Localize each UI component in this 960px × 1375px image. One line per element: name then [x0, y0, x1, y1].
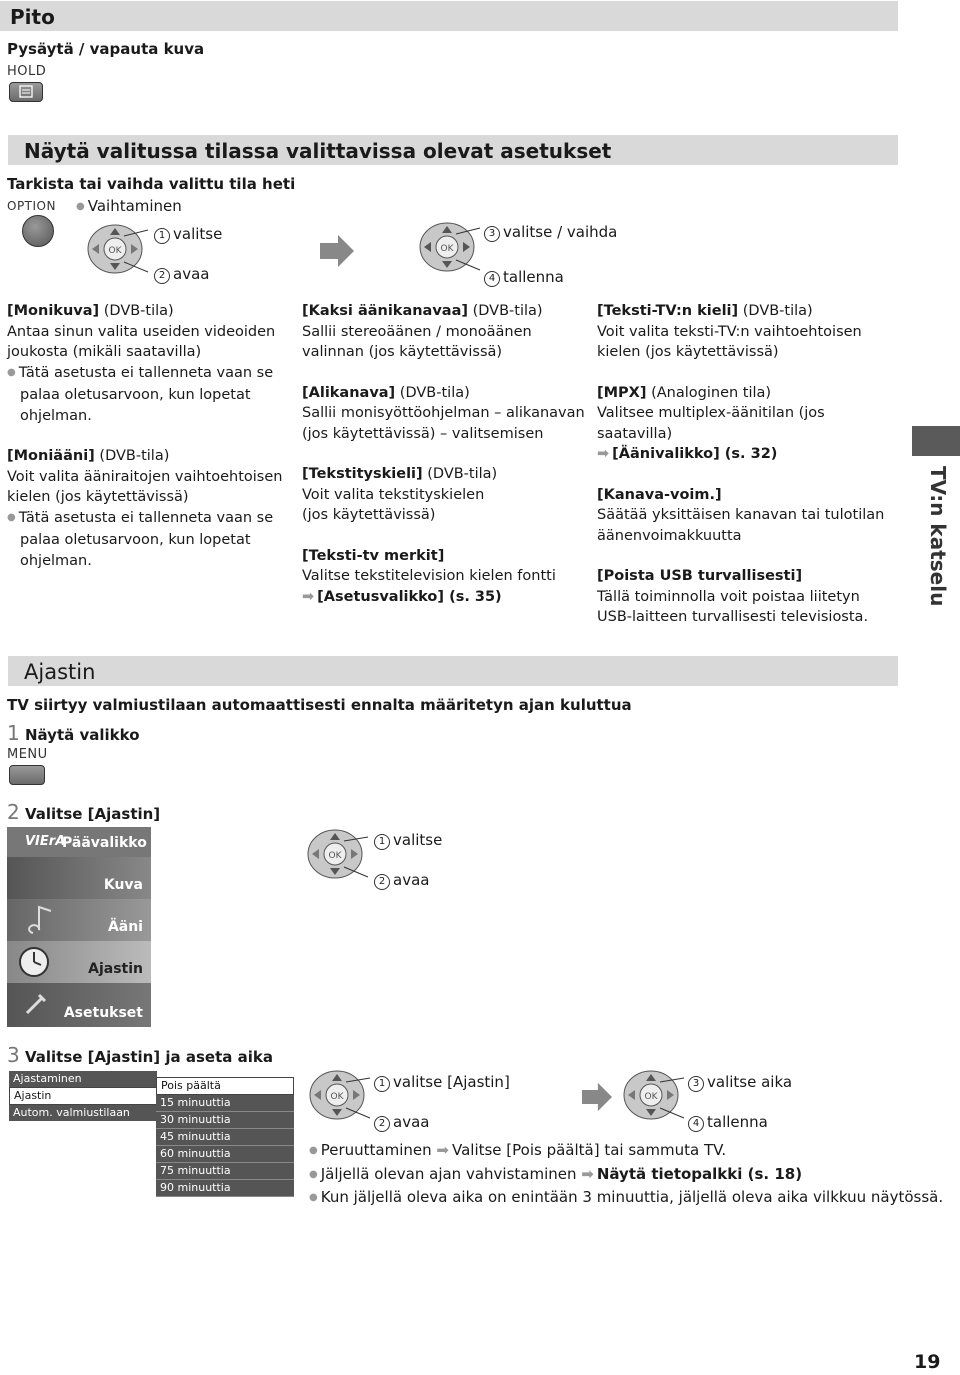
setting-name: [Teksti-tv merkit] [302, 547, 445, 564]
setting-desc: Valitse tekstitelevision kielen fontti [302, 568, 556, 584]
timer-option[interactable]: 75 minuuttia [156, 1163, 294, 1180]
setting-ref: ➡ [Äänivalikko] (s. 32) [597, 446, 777, 462]
settings-subtitle: Tarkista tai vaihda valittu tila heti [7, 175, 296, 193]
nav-pad-icon-4[interactable] [308, 1068, 374, 1126]
setting-desc: Valitsee multiplex-äänitilan (jos [597, 405, 825, 421]
setting-mode: (DVB-tila) [738, 303, 813, 319]
menu-label: MENU [7, 747, 48, 762]
svg-text:OK: OK [328, 851, 342, 861]
setting-mode: (Analoginen tila) [646, 384, 772, 401]
nav-step1: 1 valitse [154, 225, 222, 245]
ajastin-note: ● Peruuttaminen ➡ Valitse [Pois päältä] tai sammuta TV. [309, 1140, 943, 1164]
setting-mode: (DVB-tila) [94, 448, 170, 464]
timer-option[interactable]: 15 minuuttia [156, 1095, 294, 1112]
nav-step2: 2 avaa [154, 265, 209, 285]
timer-row-valmiustila[interactable]: Autom. valmiustilaan [9, 1105, 157, 1121]
col3-setting-3 [597, 566, 887, 628]
nav-b1: 1 valitse [Ajastin] [374, 1073, 510, 1093]
ajastin-step1: 1 Näytä valikko [7, 721, 140, 745]
setting-desc: Sallii stereoäänen / monoäänen [302, 323, 532, 340]
setting-name: [Tekstityskieli] [302, 466, 423, 482]
setting-desc: Voit valita tekstityskielen [302, 486, 485, 503]
svg-text:OK: OK [440, 244, 454, 254]
brand-logo: VIErA [25, 834, 66, 849]
col3-setting-0 [597, 301, 887, 363]
svg-text:OK: OK [330, 1092, 344, 1102]
timer-option[interactable]: 60 minuuttia [156, 1146, 294, 1163]
setting-desc: kielen (jos käytettävissä) [7, 489, 189, 505]
setting-desc: (jos käytettävissä) [302, 507, 436, 523]
setting-note: palaa oletusarvoon, kun lopetat [20, 532, 251, 548]
timer-option[interactable]: 90 minuuttia [156, 1180, 294, 1197]
nav-step4: 4 tallenna [484, 268, 564, 288]
side-tab-label: TV:n katselu [926, 466, 950, 607]
settings-title: Näytä valitussa tilassa valittavissa olevat asetukset [24, 139, 612, 163]
right-arrow-icon [320, 235, 354, 267]
ajastin-header-band [8, 656, 898, 686]
setting-note: ● Tätä asetusta ei tallenneta vaan se [7, 508, 273, 531]
freeze-icon [10, 83, 42, 101]
setting-mode: (DVB-tila) [99, 303, 174, 319]
pito-title: Pito [10, 5, 55, 29]
setting-desc: Antaa sinun valita useiden videoiden [7, 323, 276, 340]
setting-note: ohjelman. [20, 407, 92, 424]
nav-pad-icon-2[interactable] [418, 220, 484, 278]
setting-desc: saatavilla) [597, 425, 673, 442]
ajastin-step3: 3 Valitse [Ajastin] ja aseta aika [7, 1043, 273, 1067]
settings-column-3 [597, 301, 887, 648]
col2-setting-2 [302, 464, 587, 526]
setting-desc: Voit valita teksti-TV:n vaihtoehtoisen [597, 323, 862, 340]
option-button[interactable] [22, 215, 54, 247]
setting-desc: kielen (jos käytettävissä) [597, 344, 779, 360]
settings-column-1 [7, 301, 287, 591]
pito-header-band [0, 1, 898, 31]
ajastin-note: ● Kun jäljellä oleva aika on enintään 3 minuuttia, jäljellä oleva aika vilkkuu näytössä. [309, 1187, 943, 1211]
ajastin-notes [309, 1140, 943, 1211]
setting-note: ohjelman. [20, 552, 92, 569]
menu-item-ajastin[interactable]: Ajastin [7, 941, 151, 983]
svg-text:OK: OK [644, 1092, 658, 1102]
vaihtaminen-label: ● Vaihtaminen [76, 197, 182, 215]
clock-icon [17, 945, 51, 979]
timer-options [156, 1077, 294, 1197]
setting-desc: valinnan (jos käytettävissä) [302, 344, 503, 360]
note-icon [25, 903, 55, 937]
setting-desc: Sallii monisyöttöohjelman – alikanavan [302, 405, 585, 421]
menu-item-kuva[interactable]: Kuva [7, 857, 151, 899]
setting-mode: (DVB-tila) [468, 303, 543, 319]
ajastin-subtitle: TV siirtyy valmiustilaan automaattisesti ennalta määritetyn ajan kuluttua [7, 696, 632, 714]
nav-pad-icon-5[interactable] [622, 1068, 688, 1126]
nav-b3: 3 valitse aika [688, 1073, 792, 1093]
nav-pad-icon[interactable] [86, 222, 152, 280]
setting-mode: (DVB-tila) [422, 466, 498, 482]
setting-name: [Monikuva] [7, 303, 100, 319]
setting-desc: Tällä toiminnolla voit poistaa liitetyn [597, 588, 860, 605]
timer-row-ajastin[interactable]: Ajastin [9, 1087, 157, 1105]
main-menu-header [7, 827, 151, 857]
setting-desc: joukosta (mikäli saatavilla) [7, 344, 202, 360]
nav-b2: 2 avaa [374, 1113, 429, 1133]
hold-label: HOLD [7, 64, 47, 79]
ajastin-title: Ajastin [24, 660, 96, 684]
timer-table [9, 1071, 157, 1121]
nav-a1: 1 valitse [374, 831, 442, 851]
col2-setting-0 [302, 301, 587, 363]
page-number: 19 [914, 1351, 941, 1373]
ajastin-step2: 2 Valitse [Ajastin] [7, 800, 161, 824]
col1-setting-1 [7, 446, 287, 571]
option-label: OPTION [7, 199, 56, 213]
setting-name: [Kaksi äänikanavaa] [302, 303, 468, 319]
setting-name: [Alikanava] [302, 384, 396, 401]
setting-ref: ➡ [Asetusvalikko] (s. 35) [302, 589, 502, 605]
setting-note: palaa oletusarvoon, kun lopetat [20, 387, 251, 403]
col3-setting-1 [597, 383, 887, 465]
timer-option[interactable]: 45 minuuttia [156, 1129, 294, 1146]
right-arrow-icon-2 [582, 1082, 612, 1112]
ajastin-note: ● Jäljellä olevan ajan vahvistaminen ➡ Näytä tietopalkki (s. 18) [309, 1164, 943, 1188]
menu-item-aani[interactable]: Ääni [7, 899, 151, 941]
nav-step3: 3 valitse / vaihda [484, 223, 617, 243]
side-tab-marker [912, 426, 960, 456]
setting-name: [Moniääni] [7, 448, 95, 464]
setting-name: [Poista USB turvallisesti] [597, 568, 803, 584]
settings-header-band [8, 135, 898, 165]
setting-name: [Kanava-voim.] [597, 486, 722, 503]
setting-desc: äänenvoimakkuutta [597, 527, 742, 544]
nav-a2: 2 avaa [374, 871, 429, 891]
setting-name: [Teksti-TV:n kieli] [597, 303, 739, 319]
menu-item-asetukset[interactable]: Asetukset [7, 983, 151, 1027]
timer-table-header: Ajastaminen [9, 1071, 157, 1087]
col2-setting-3 [302, 546, 587, 608]
setting-mode: (DVB-tila) [395, 384, 470, 401]
main-menu [7, 827, 151, 1027]
setting-desc: Säätää yksittäisen kanavan tai tulotilan [597, 507, 885, 523]
svg-text:OK: OK [108, 246, 122, 256]
nav-pad-icon-3[interactable] [306, 827, 372, 885]
timer-option[interactable]: Pois päältä [156, 1077, 294, 1095]
col3-setting-2 [597, 485, 887, 547]
timer-option[interactable]: 30 minuuttia [156, 1112, 294, 1129]
menu-button[interactable] [9, 765, 45, 785]
setting-desc: (jos käytettävissä) – valitsemisen [302, 425, 544, 442]
tools-icon [21, 989, 51, 1019]
settings-column-2 [302, 301, 587, 627]
pito-subtitle: Pysäytä / vapauta kuva [7, 40, 205, 58]
setting-name: [MPX] [597, 384, 647, 401]
col1-setting-0 [7, 301, 287, 426]
setting-note: ● Tätä asetusta ei tallenneta vaan se [7, 363, 273, 386]
main-menu-title: Päävalikko [62, 835, 147, 851]
setting-desc: Voit valita ääniraitojen vaihtoehtoisen [7, 468, 283, 485]
col2-setting-1 [302, 383, 587, 445]
setting-desc: USB-laitteen turvallisesti televisiosta. [597, 609, 869, 625]
nav-b4: 4 tallenna [688, 1113, 768, 1133]
hold-button[interactable] [9, 82, 43, 102]
